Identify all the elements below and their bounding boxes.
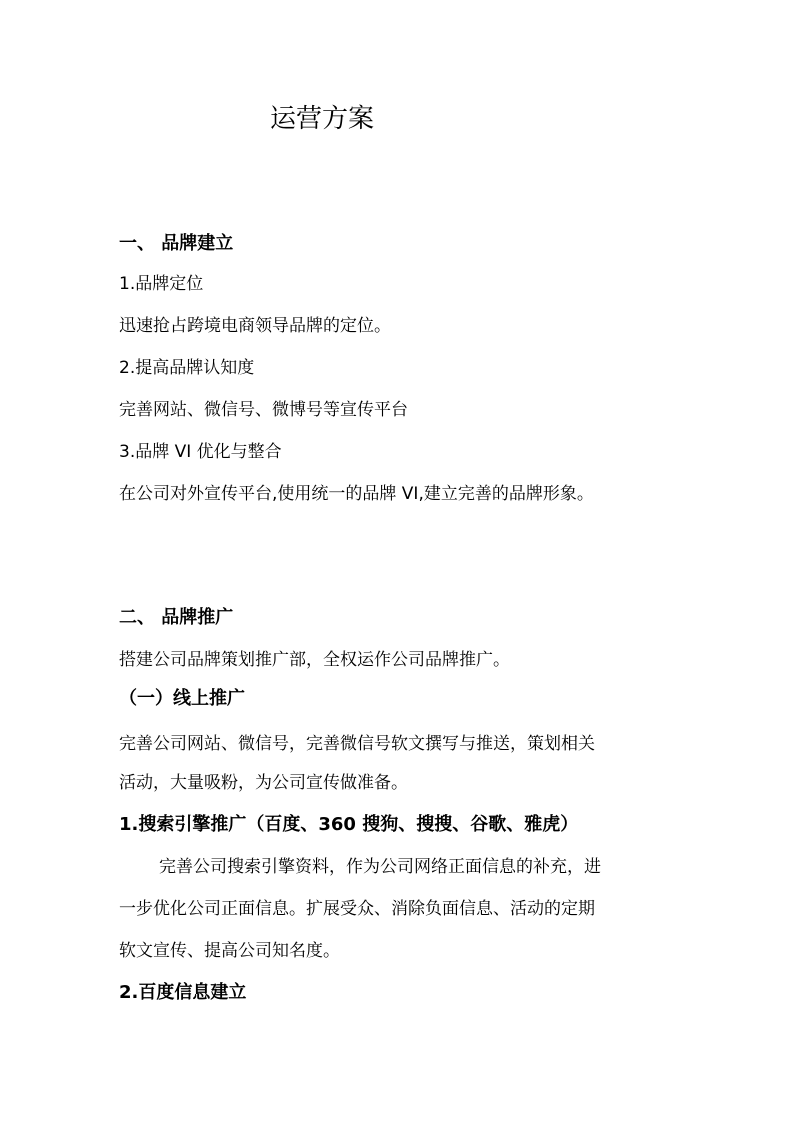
item-title-brand-positioning: 1.品牌定位 xyxy=(119,274,204,294)
section-heading-brand-promotion: 二、 品牌推广 xyxy=(119,607,234,628)
point-body-line-2: 一步优化公司正面信息。扩展受众、消除负面信息、活动的定期 xyxy=(119,899,595,919)
subsection-body-line-1: 完善公司网站、微信号，完善微信号软文撰写与推送，策划相关 xyxy=(119,734,595,754)
item-title-brand-vi: 3.品牌 VI 优化与整合 xyxy=(119,442,282,462)
point-body-line-3: 软文宣传、提高公司知名度。 xyxy=(119,941,340,961)
point-heading-baidu-info: 2.百度信息建立 xyxy=(119,982,247,1003)
item-body-brand-awareness: 完善网站、微信号、微博号等宣传平台 xyxy=(119,400,408,420)
section-intro-brand-promotion: 搭建公司品牌策划推广部，全权运作公司品牌推广。 xyxy=(119,650,510,670)
item-body-brand-vi: 在公司对外宣传平台,使用统一的品牌 VI,建立完善的品牌形象。 xyxy=(119,484,594,504)
document-title: 运营方案 xyxy=(270,104,375,134)
point-body-line-1: 完善公司搜索引擎资料，作为公司网络正面信息的补充，进 xyxy=(159,857,601,877)
item-body-brand-positioning: 迅速抢占跨境电商领导品牌的定位。 xyxy=(119,316,391,336)
item-title-brand-awareness: 2.提高品牌认知度 xyxy=(119,358,255,378)
subsection-heading-online-promotion: （一）线上推广 xyxy=(119,688,245,709)
section-heading-brand-building: 一、 品牌建立 xyxy=(119,233,234,254)
subsection-body-line-2: 活动，大量吸粉，为公司宣传做准备。 xyxy=(119,773,408,793)
point-heading-search-engine: 1.搜索引擎推广（百度、360 搜狗、搜搜、谷歌、雅虎） xyxy=(119,814,579,835)
